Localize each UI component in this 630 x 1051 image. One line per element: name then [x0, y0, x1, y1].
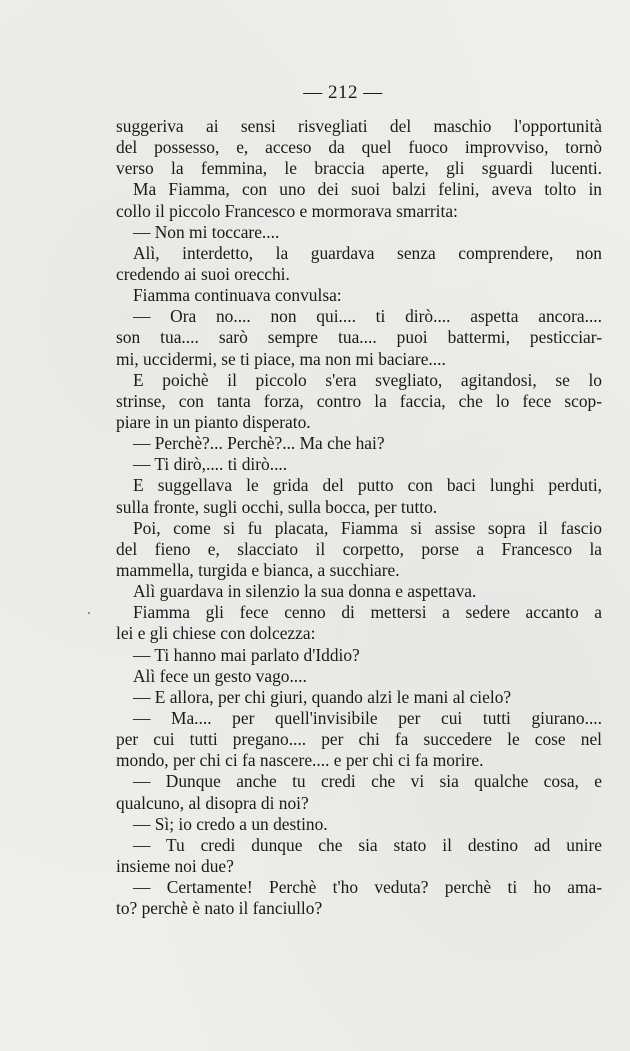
text-line: del possesso, e, acceso da quel fuoco improvviso, tornò — [116, 137, 602, 158]
text-line: — Ora no.... non qui.... ti dirò.... aspetta ancora.... — [133, 306, 602, 327]
text-line: — Tu credi dunque che sia stato il destino ad unire — [133, 834, 602, 855]
text-line: E suggellava le grida del putto con baci lunghi perduti, — [133, 475, 602, 496]
text-line: mi, uccidermi, se ti piace, ma non mi baciare.... — [116, 348, 446, 369]
text-line: E poichè il piccolo s'era svegliato, agitandosi, se lo — [133, 369, 602, 390]
text-line: qualcuno, al disopra di noi? — [116, 792, 309, 813]
text-line: sulla fronte, sugli occhi, sulla bocca, per tutto. — [116, 496, 438, 517]
text-line: — Ti dirò,.... ti dirò.... — [133, 454, 288, 475]
text-line: insieme noi due? — [116, 855, 234, 876]
text-line: — Ma.... per quell'invisibile per cui tutti giurano.... — [133, 707, 602, 728]
text-line: — Dunque anche tu credi che vi sia qualche cosa, e — [133, 771, 602, 792]
text-line: suggeriva ai sensi risvegliati del maschio l'opportunità — [116, 116, 602, 136]
text-line: — E allora, per chi giuri, quando alzi le mani al cielo? — [133, 686, 512, 707]
text-line: Alì guardava in silenzio la sua donna e aspettava. — [133, 581, 477, 602]
text-line: mammella, turgida e bianca, a succhiare. — [116, 559, 400, 580]
text-line: Alì fece un gesto vago.... — [133, 665, 307, 686]
text-line: Alì, interdetto, la guardava senza comprendere, non — [133, 242, 602, 263]
text-line: strinse, con tanta forza, contro la faccia, che lo fece scop- — [116, 390, 602, 411]
text-line: son tua.... sarò sempre tua.... puoi battermi, pesticciar- — [116, 327, 602, 348]
text-line: Fiamma gli fece cenno di mettersi a sedere accanto a — [133, 602, 602, 623]
text-line: Fiamma continuava convulsa: — [133, 285, 342, 306]
text-line: Poi, come si fu placata, Fiamma si assise sopra il fascio — [133, 517, 602, 538]
text-line: collo il piccolo Francesco e mormorava smarrita: — [116, 200, 458, 221]
margin-speck — [88, 612, 90, 614]
text-line: — Perchè?... Perchè?... Ma che hai? — [133, 433, 385, 454]
text-line: — Sì; io credo a un destino. — [133, 813, 328, 834]
text-line: Ma Fiamma, con uno dei suoi balzi felini, aveva tolto in — [133, 179, 602, 200]
text-line: — Ti hanno mai parlato d'Iddio? — [133, 644, 360, 665]
text-line: to? perchè è nato il fanciullo? — [116, 898, 323, 919]
text-line: verso la femmina, le braccia aperte, gli sguardi lucenti. — [116, 158, 602, 179]
page-number: — 212 — — [303, 82, 383, 103]
body-text — [116, 116, 602, 919]
text-line: — Non mi toccare.... — [133, 221, 280, 242]
text-line: piare in un pianto disperato. — [116, 411, 311, 432]
text-line: — Certamente! Perchè t'ho veduta? perchè ti ho ama- — [133, 877, 602, 898]
text-line: lei e gli chiese con dolcezza: — [116, 623, 316, 644]
text-line: credendo ai suoi orecchi. — [116, 263, 290, 284]
text-line: per cui tutti pregano.... per chi fa succedere le cose nel — [116, 729, 602, 750]
text-line: del fieno e, slacciato il corpetto, porse a Francesco la — [116, 538, 602, 559]
text-line: mondo, per chi ci fa nascere.... e per chi ci fa morire. — [116, 750, 484, 771]
